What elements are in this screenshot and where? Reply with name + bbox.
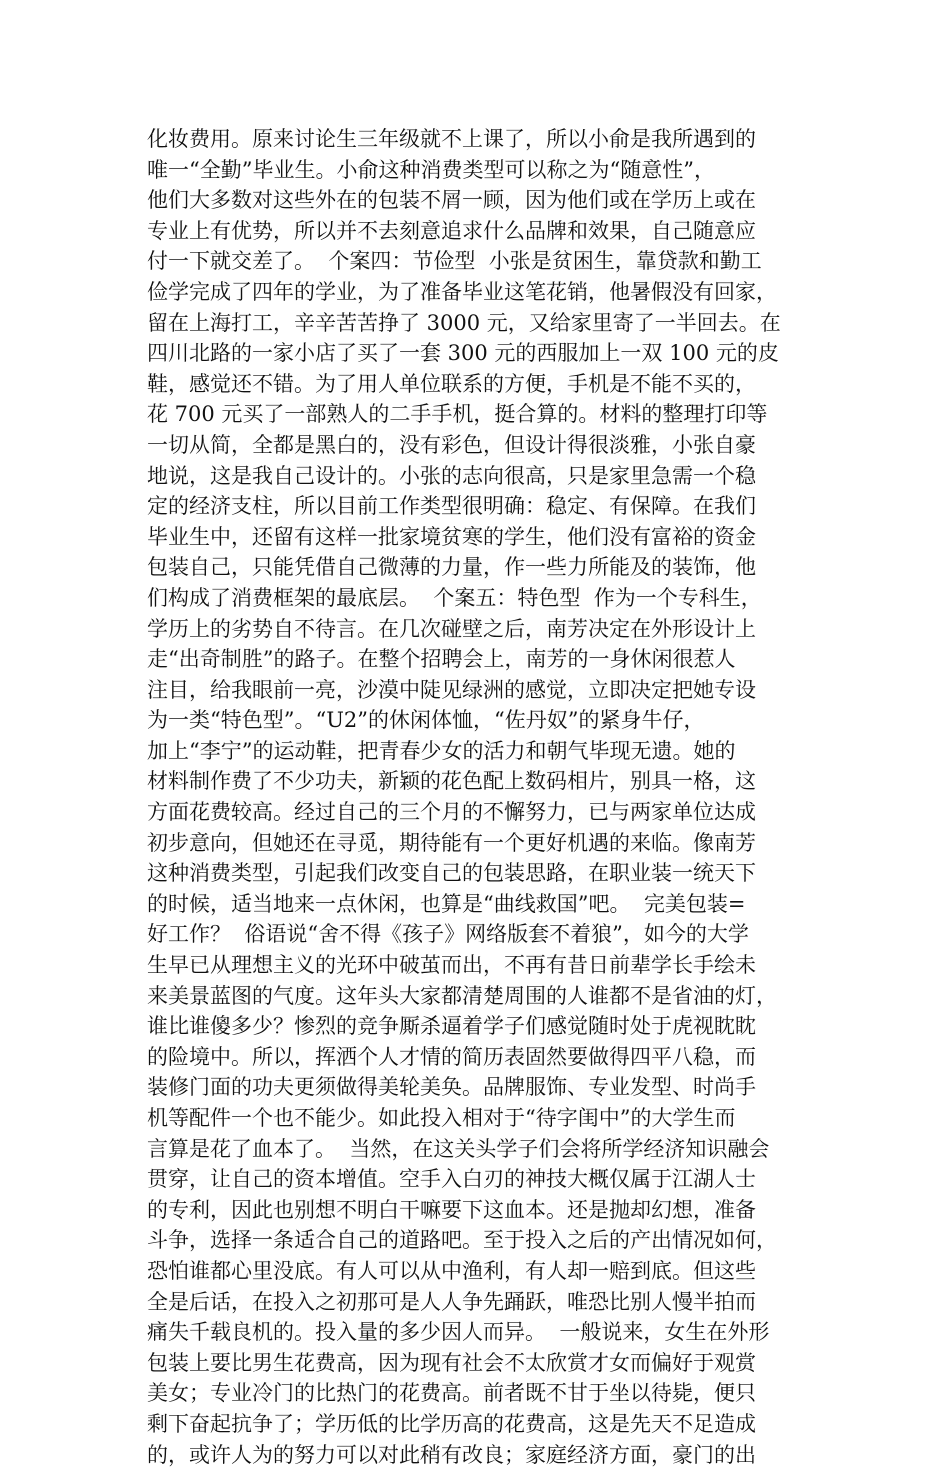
text-line: 唯一“全勤”毕业生。小俞这种消费类型可以称之为“随意性”， [147,157,715,182]
text-line: 贯穿，让自己的资本增值。空手入白刃的神技大概仅属于江湖人士 [147,1167,756,1192]
text-line: 四川北路的一家小店了买了一套 300 元的西服加上一双 100 元的皮 [147,341,779,366]
text-line: 定的经济支柱，所以目前工作类型很明确：稳定、有保障。在我们 [147,494,756,519]
text-line: 包装自己，只能凭借自己微薄的力量，作一些力所能及的装饰，他 [147,555,756,580]
text-line: 初步意向，但她还在寻觅，期待能有一个更好机遇的来临。像南芳 [147,830,756,855]
text-line: 包装上要比男生花费高，因为现有社会不太欣赏才女而偏好于观赏 [147,1350,756,1375]
text-line: 俭学完成了四年的学业，为了准备毕业这笔花销，他暑假没有回家， [147,279,777,304]
text-line: 学历上的劣势自不待言。在几次碰壁之后，南芳决定在外形设计上 [147,616,756,641]
text-line: 装修门面的功夫更须做得美轮美奂。品牌服饰、专业发型、时尚手 [147,1075,756,1100]
text-line: 毕业生中，还留有这样一批家境贫寒的学生，他们没有富裕的资金 [147,524,756,549]
text-line: 为一类“特色型”。“U2”的休闲体恤，“佐丹奴”的紧身牛仔， [147,708,705,733]
text-line: 的时候，适当地来一点休闲，也算是“曲线救国”吧。 完美包装= [147,891,746,916]
body-text [147,124,837,1470]
text-line: 全是后话，在投入之初那可是人人争先踊跃，唯恐比别人慢半拍而 [147,1289,756,1314]
text-line: 付一下就交差了。 个案四：节俭型 小张是贫困生，靠贷款和勤工 [147,249,762,274]
text-line: 注目，给我眼前一亮，沙漠中陡见绿洲的感觉，立即决定把她专设 [147,677,756,702]
text-line: 剩下奋起抗争了；学历低的比学历高的花费高，这是先天不足造成 [147,1411,756,1436]
text-line: 恐怕谁都心里没底。有人可以从中渔利，有人却一赔到底。但这些 [147,1258,756,1283]
text-line: 机等配件一个也不能少。如此投入相对于“待字闺中”的大学生而 [147,1106,736,1130]
text-line: 好工作？ 俗语说“舍不得《孩子》网络版套不着狼”，如今的大学 [147,922,749,947]
text-line: 痛失千载良机的。投入量的多少因人而异。 一般说来，女生在外形 [147,1320,770,1345]
text-line: 的专利，因此也别想不明白干嘛要下这血本。还是抛却幻想，准备 [147,1197,756,1222]
text-line: 美女；专业冷门的比热门的花费高。前者既不甘于坐以待毙，便只 [147,1381,756,1406]
text-line: 这种消费类型，引起我们改变自己的包装思路，在职业装一统天下 [147,861,756,886]
text-line: 材料制作费了不少功夫，新颖的花色配上数码相片，别具一格，这 [147,769,756,794]
text-line: 一切从简，全都是黑白的，没有彩色，但设计得很淡雅，小张自豪 [147,432,756,457]
text-line: 加上“李宁”的运动鞋，把青春少女的活力和朝气毕现无遗。她的 [147,738,736,763]
text-line: 专业上有优势，所以并不去刻意追求什么品牌和效果，自己随意应 [147,218,756,243]
text-line: 地说，这是我自己设计的。小张的志向很高，只是家里急需一个稳 [147,463,756,488]
text-line: 他们大多数对这些外在的包装不屑一顾，因为他们或在学历上或在 [147,188,756,213]
text-line: 谁比谁傻多少？惨烈的竞争厮杀逼着学子们感觉随时处于虎视眈眈 [147,1014,756,1039]
text-line: 留在上海打工，辛辛苦苦挣了 3000 元，又给家里寄了一半回去。在 [147,310,781,335]
text-line: 斗争，选择一条适合自己的道路吧。至于投入之后的产出情况如何， [147,1228,777,1253]
text-line: 来美景蓝图的气度。这年头大家都清楚周围的人谁都不是省油的灯， [147,983,777,1008]
text-line: 走“出奇制胜”的路子。在整个招聘会上，南芳的一身休闲很惹人 [147,647,736,672]
text-line: 的险境中。所以，挥洒个人才情的简历表固然要做得四平八稳，而 [147,1044,756,1069]
text-line: 鞋，感觉还不错。为了用人单位联系的方便，手机是不能不买的， [147,371,756,396]
text-line: 生早已从理想主义的光环中破茧而出，不再有昔日前辈学长手绘未 [147,953,756,978]
text-line: 化妆费用。原来讨论生三年级就不上课了，所以小俞是我所遇到的 [147,127,756,151]
text-line: 言算是花了血本了。 当然，在这关头学子们会将所学经济知识融会 [147,1136,770,1161]
text-line: 方面花费较高。经过自己的三个月的不懈努力，已与两家单位达成 [147,800,756,825]
text-line: 花 700 元买了一部熟人的二手手机，挺合算的。材料的整理打印等 [147,402,768,427]
text-line: 的，或许人为的努力可以对此稍有改良；家庭经济方面，豪门的出 [147,1442,756,1467]
text-line: 们构成了消费框架的最底层。 个案五：特色型 作为一个专科生， [147,585,762,610]
